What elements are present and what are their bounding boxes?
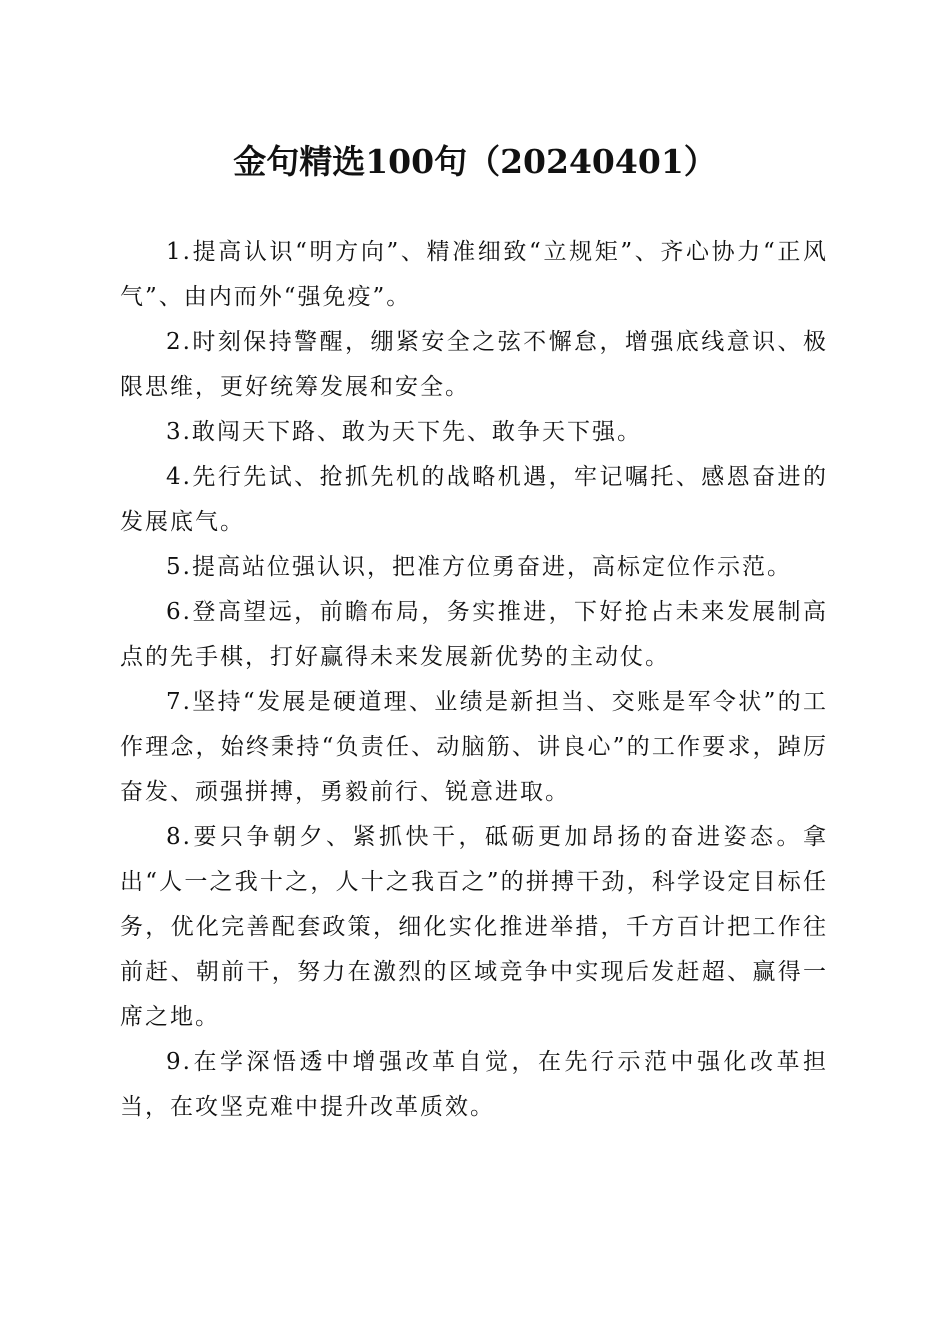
paragraph-5: 5.提高站位强认识，把准方位勇奋进，高标定位作示范。 bbox=[166, 554, 792, 580]
paragraph-7: 7.坚持“发展是硬道理、业绩是新担当、交账是军令状”的工作理念，始终秉持“负责任、动脑筋、讲良心”的工作要求，踔厉奋发、顽强拼搏，勇毅前行、锐意进取。 bbox=[120, 689, 828, 805]
document-body bbox=[120, 230, 828, 1130]
paragraph-3: 3.敢闯天下路、敢为天下先、敢争天下强。 bbox=[166, 419, 642, 445]
paragraph-8: 8.要只争朝夕、紧抓快干，砥砺更加昂扬的奋进姿态。拿出“人一之我十之，人十之我百之”的拼搏干劲，科学设定目标任务，优化完善配套政策，细化实化推进举措，千方百计把工作往前赶、朝前干，努力在激烈的区域竞争中实现后发赶超、赢得一席之地。 bbox=[120, 824, 828, 1030]
paragraph-9: 9.在学深悟透中增强改革自觉，在先行示范中强化改革担当，在攻坚克难中提升改革质效。 bbox=[120, 1049, 828, 1120]
paragraph-6: 6.登高望远，前瞻布局，务实推进，下好抢占未来发展制高点的先手棋，打好赢得未来发展新优势的主动仗。 bbox=[120, 599, 828, 670]
paragraph-4: 4.先行先试、抢抓先机的战略机遇，牢记嘱托、感恩奋进的发展底气。 bbox=[120, 464, 828, 535]
paragraph-2: 2.时刻保持警醒，绷紧安全之弦不懈怠，增强底线意识、极限思维，更好统筹发展和安全。 bbox=[120, 329, 828, 400]
document-title: 金句精选100句（20240401） bbox=[233, 142, 717, 181]
paragraph-1: 1.提高认识“明方向”、精准细致“立规矩”、齐心协力“正风气”、由内而外“强免疫”。 bbox=[120, 239, 828, 310]
